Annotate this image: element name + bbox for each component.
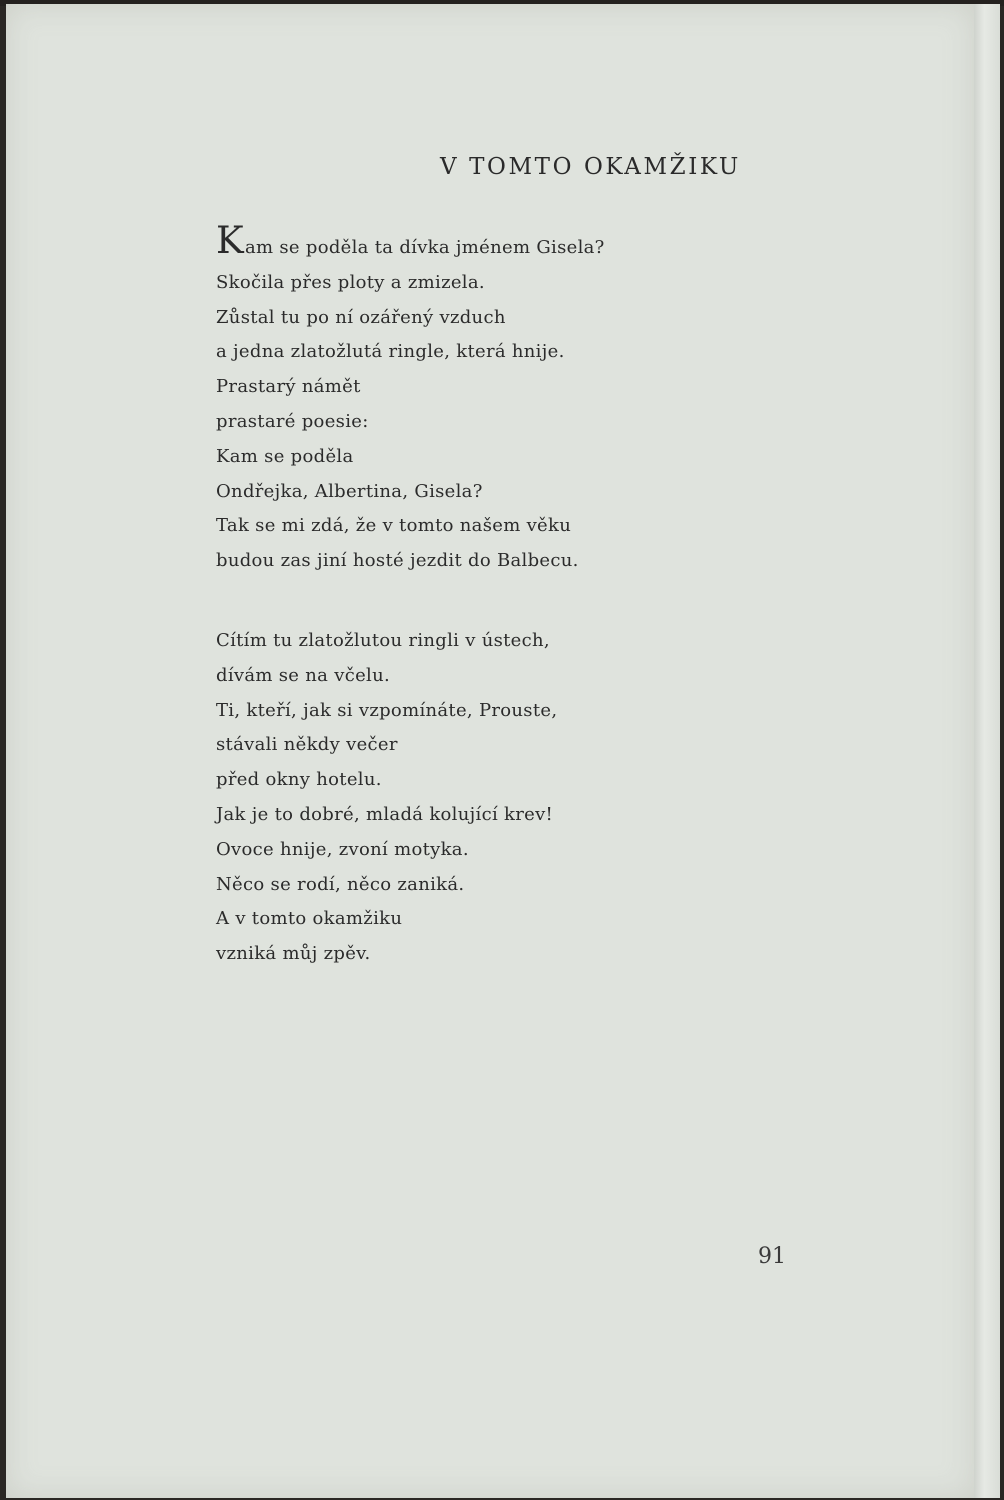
poem-line: Kam se poděla <box>216 445 354 467</box>
poem-title: V TOMTO OKAMŽIKU <box>440 154 741 180</box>
first-line-text: am se poděla ta dívka jménem Gisela? <box>244 237 605 258</box>
poem-line: Ovoce hnije, zvoní motyka. <box>216 838 469 860</box>
poem-line: budou zas jiní hosté jezdit do Balbecu. <box>216 550 579 572</box>
poem-line: Něco se rodí, něco zaniká. <box>216 873 465 895</box>
poem-line: Ondřejka, Albertina, Gisela? <box>216 480 483 502</box>
poem-line: dívám se na včelu. <box>216 664 391 686</box>
poem-line: Zůstal tu po ní ozářený vzduch <box>216 306 506 328</box>
poem-line: Ti, kteří, jak si vzpomínáte, Prouste, <box>216 699 558 721</box>
page-number: 91 <box>758 1244 786 1269</box>
poem-line <box>216 219 605 266</box>
poem-line: Jak je to dobré, mladá kolující krev! <box>216 803 554 825</box>
poem-line: Tak se mi zdá, že v tomto našem věku <box>216 515 572 537</box>
drop-cap: K <box>216 219 244 262</box>
poem-line: A v tomto okamžiku <box>216 908 403 930</box>
poem-line: Prastarý námět <box>216 376 361 398</box>
page-edge <box>974 4 1000 1498</box>
poem-line: stávali někdy večer <box>216 734 398 756</box>
stanza-1 <box>216 219 605 579</box>
poem-line: Cítím tu zlatožlutou ringli v ústech, <box>216 630 550 651</box>
poem-line: prastaré poesie: <box>216 410 369 432</box>
poem-line: Skočila přes ploty a zmizela. <box>216 271 485 293</box>
poem-line: a jedna zlatožlutá ringle, která hnije. <box>216 341 565 363</box>
poem-line: před okny hotelu. <box>216 769 382 791</box>
poem-line: vzniká můj zpěv. <box>216 943 371 965</box>
stanza-2 <box>216 624 557 972</box>
